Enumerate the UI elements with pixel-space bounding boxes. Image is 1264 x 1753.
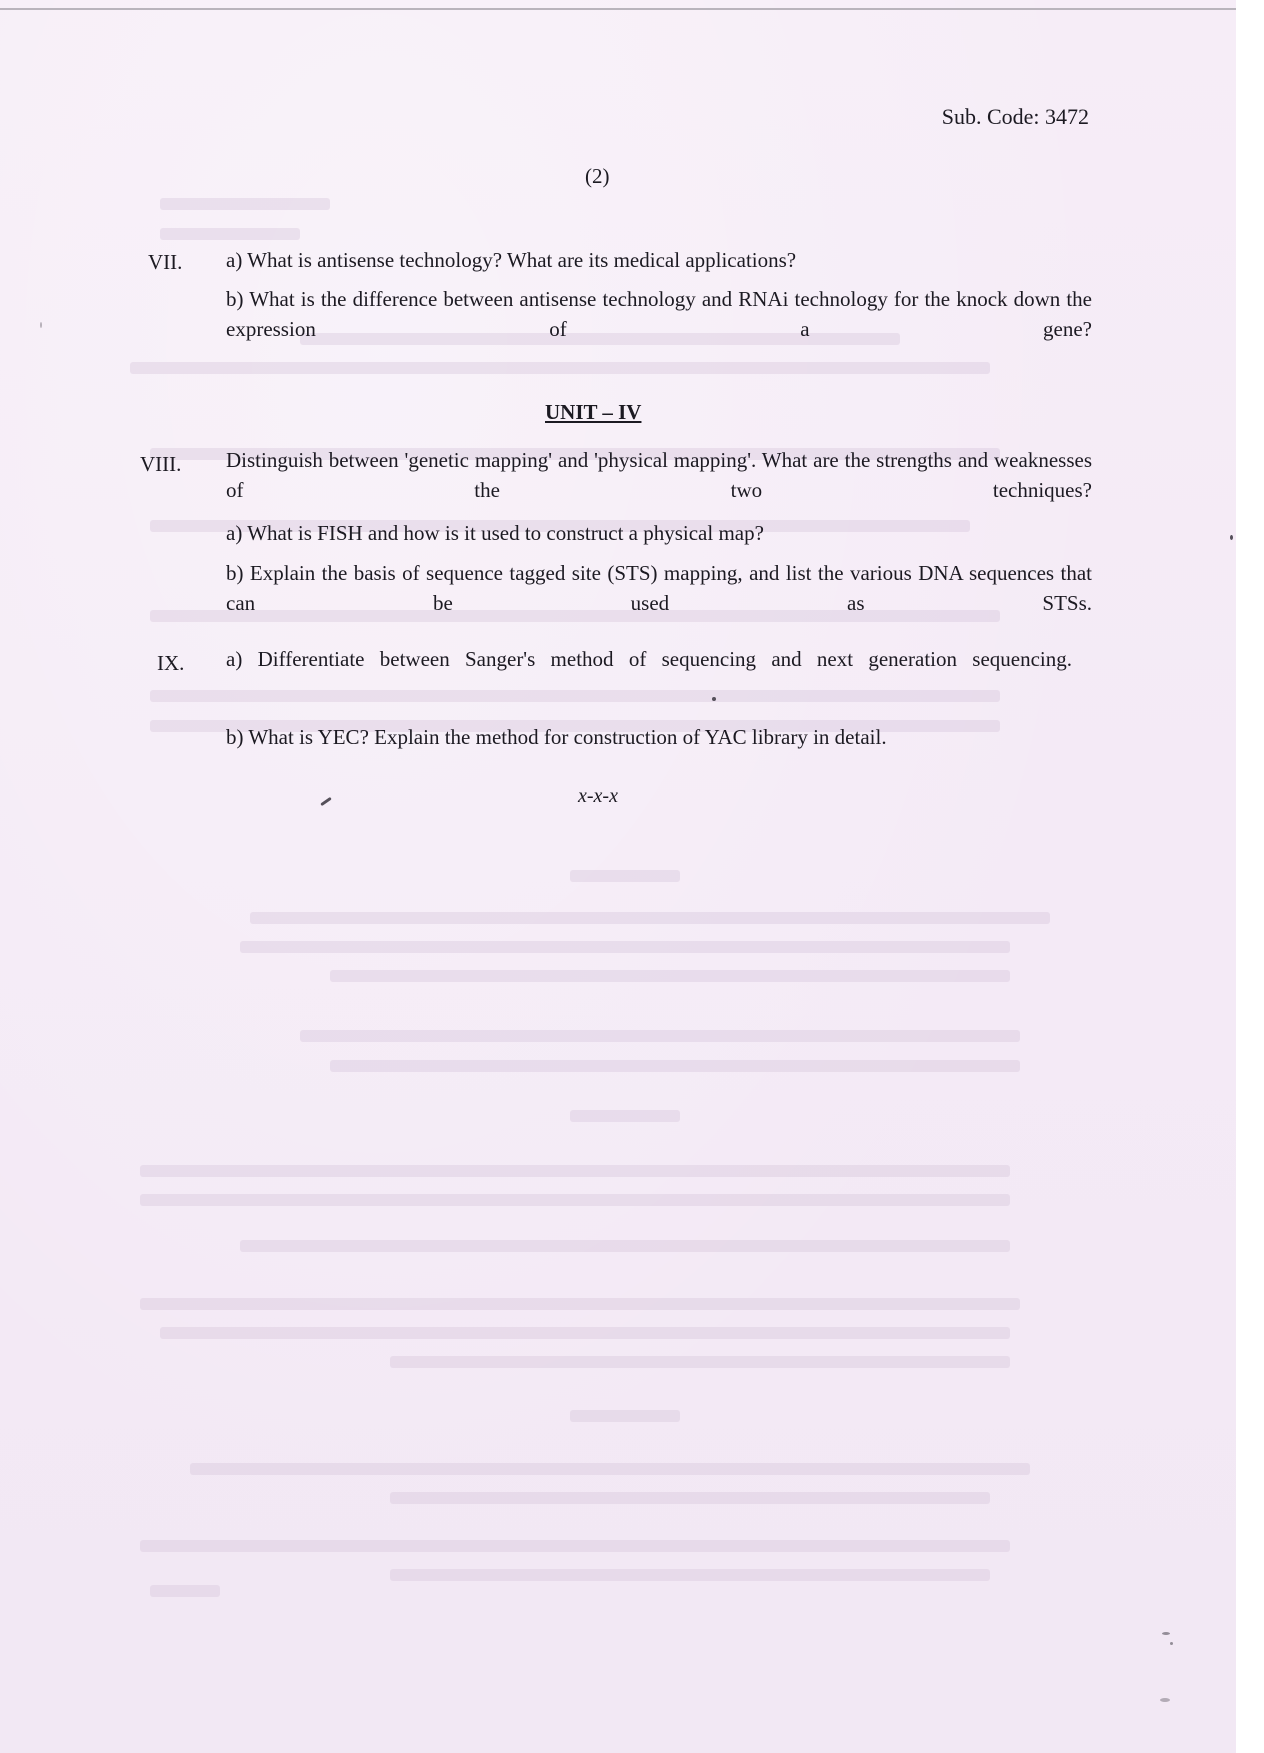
- question-vii-part-b: [226, 284, 1092, 344]
- scan-speck: [1160, 1698, 1170, 1702]
- question-number-viii: VIII.: [140, 452, 182, 476]
- end-of-paper-mark: x-x-x: [578, 785, 618, 807]
- pen-mark: [320, 797, 332, 806]
- scan-speck: [1170, 1642, 1173, 1645]
- scan-speck: [712, 697, 716, 701]
- top-border-line: [0, 8, 1264, 10]
- page-right-edge: [1236, 0, 1264, 1753]
- question-ix-part-a: a) Differentiate between Sanger's method of sequencing and next generation sequencing.: [226, 647, 1072, 671]
- page-number: (2): [585, 164, 610, 188]
- question-vii-part-b-text: b) What is the difference between antisense technology and RNAi technology for the knock down the expression of a gene?: [226, 287, 1092, 341]
- question-viii-part-a: a) What is FISH and how is it used to construct a physical map?: [226, 521, 764, 545]
- scan-speck: [40, 322, 42, 328]
- question-viii-stem: Distinguish between 'genetic mapping' and 'physical mapping'. What are the strengths and weaknesses of the two techniques?: [226, 448, 1092, 502]
- question-ix-part-b: b) What is YEC? Explain the method for construction of YAC library in detail.: [226, 725, 887, 749]
- question-vii-part-a: a) What is antisense technology? What are its medical applications?: [226, 248, 797, 272]
- question-number-ix: IX.: [157, 651, 185, 675]
- question-number-vii: VII.: [148, 250, 183, 274]
- unit-iv-heading: UNIT – IV: [545, 400, 642, 424]
- scan-speck: [1162, 1632, 1170, 1635]
- question-viii-part-b: b) Explain the basis of sequence tagged site (STS) mapping, and list the various DNA sequences that can be used as STSs.: [226, 561, 1092, 615]
- subject-code: Sub. Code: 3472: [941, 104, 1089, 129]
- scan-speck: [1230, 535, 1233, 540]
